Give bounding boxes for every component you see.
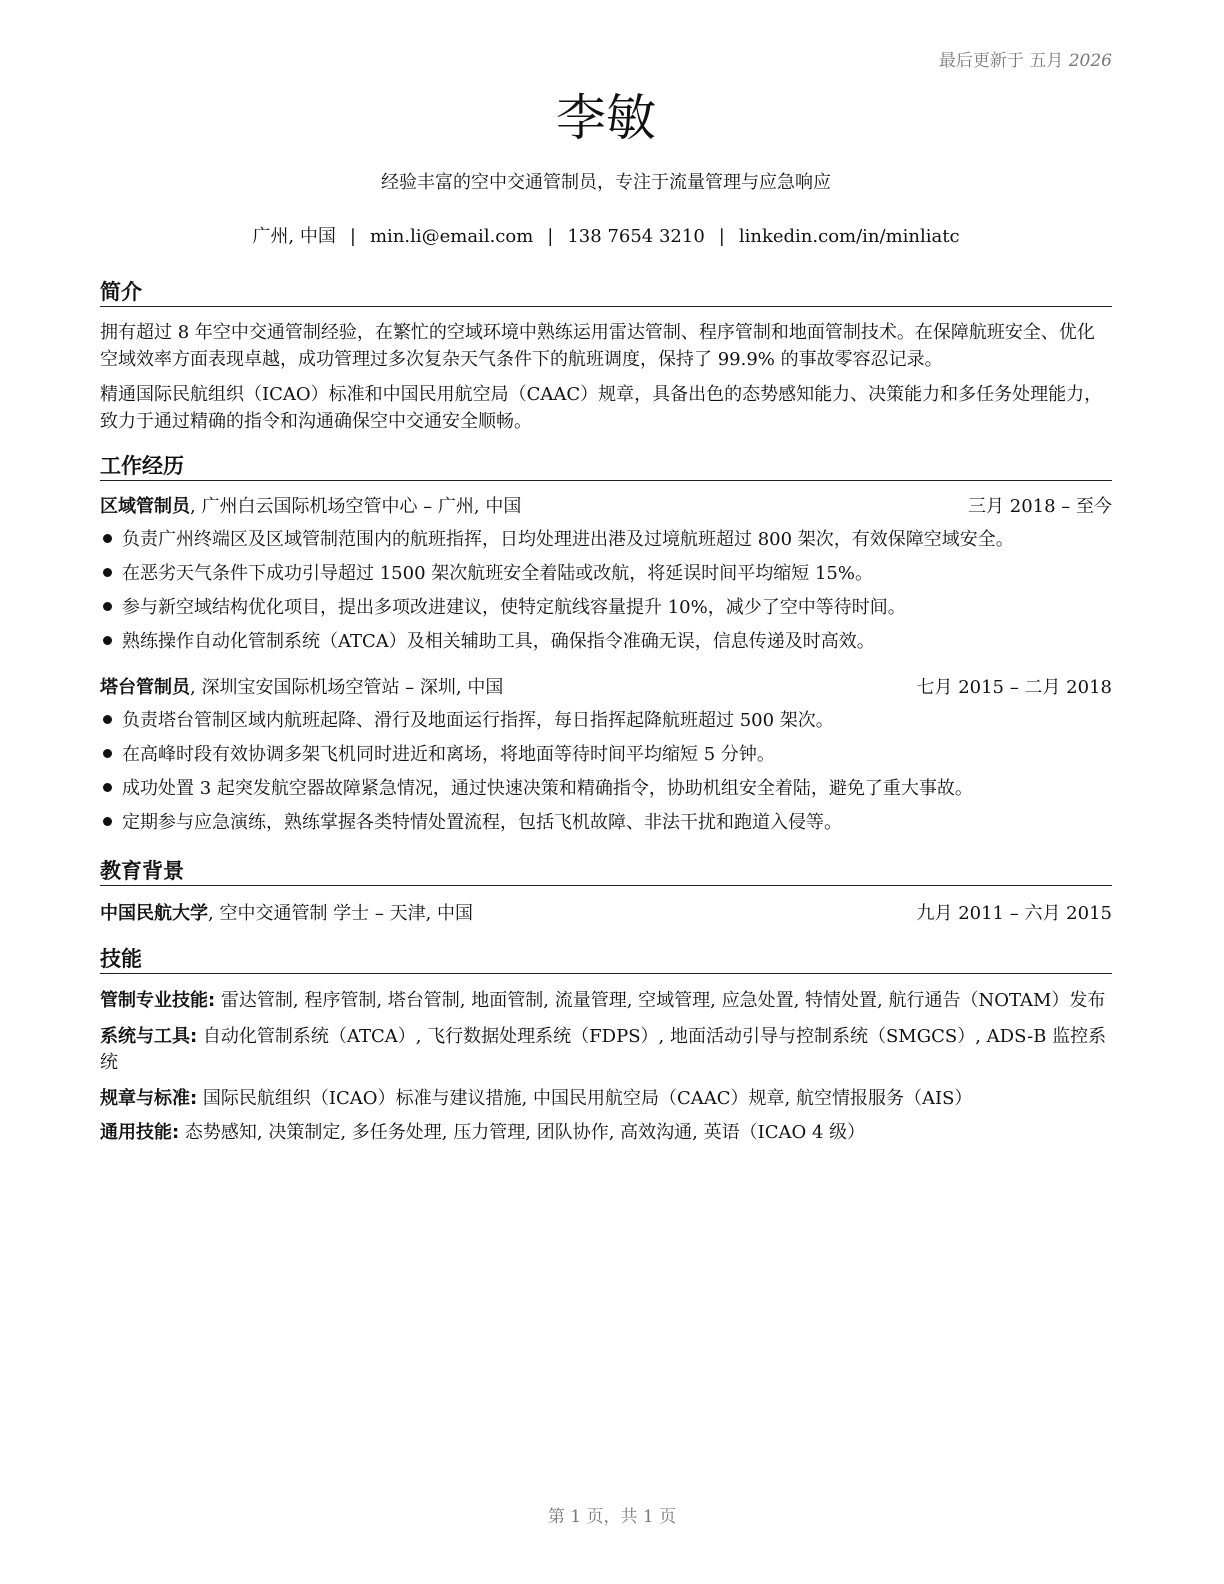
skill-group	[100, 1120, 1112, 1146]
bullet-icon	[103, 568, 112, 577]
summary-section	[100, 278, 1112, 435]
last-updated	[939, 46, 1112, 71]
experience-title: 工作经历	[100, 452, 1112, 481]
education-detail: , 空中交通管制 学士 – 天津, 中国	[208, 903, 474, 924]
contact-linkedin[interactable]: linkedin.com/in/minliatc	[738, 226, 960, 247]
contact-line	[100, 224, 1112, 250]
last-updated-month: 五月	[1029, 51, 1064, 71]
summary-paragraph: 拥有超过 8 年空中交通管制经验，在繁忙的空域环境中熟练运用雷达管制、程序管制和地面管制技术。在保障航班安全、优化空域效率方面表现卓越，成功管理过多次复杂天气条件下的航班调度，保持了 99.9% 的事故零容忍记录。	[100, 322, 1095, 370]
job-entry	[100, 674, 1112, 843]
education-dates: 九月 2011 – 六月 2015	[916, 903, 1112, 924]
job-header	[100, 674, 1112, 701]
contact-phone: 138 7654 3210	[567, 226, 705, 247]
skills-section	[100, 945, 1112, 1146]
bullet-icon	[103, 715, 112, 724]
skill-group	[100, 1024, 1112, 1076]
page-number: 第 1 页，共 1 页	[547, 1507, 677, 1527]
last-updated-prefix: 最后更新于	[938, 51, 1024, 71]
education-entry	[100, 900, 1112, 927]
contact-separator: |	[547, 226, 554, 247]
skill-group-items: 自动化管制系统（ATCA）, 飞行数据处理系统（FDPS）, 地面活动引导与控制系统（SMGCS）, ADS-B 监控系统	[100, 1026, 1107, 1073]
tagline: 经验丰富的空中交通管制员，专注于流量管理与应急响应	[381, 172, 831, 193]
bullet-icon	[103, 817, 112, 826]
list-item: 在恶劣天气条件下成功引导超过 1500 架次航班安全着陆或改航，将延误时间平均缩短 15%。	[100, 560, 1112, 594]
job-role: 区域管制员	[100, 496, 190, 517]
resume-page	[100, 0, 1112, 1584]
education-school: 中国民航大学	[100, 903, 208, 924]
list-item: 负责广州终端区及区域管制范围内的航班指挥，日均处理进出港及过境航班超过 800 架次，有效保障空域安全。	[100, 526, 1112, 560]
list-item: 定期参与应急演练，熟练掌握各类特情处置流程，包括飞机故障、非法干扰和跑道入侵等。	[100, 809, 1112, 843]
job-org: , 广州白云国际机场空管中心 – 广州, 中国	[190, 496, 522, 517]
list-item: 成功处置 3 起突发航空器故障紧急情况，通过快速决策和精确指令，协助机组安全着陆，避免了重大事故。	[100, 775, 1112, 809]
skill-group-items: 态势感知, 决策制定, 多任务处理, 压力管理, 团队协作, 高效沟通, 英语（ICAO 4 级）	[179, 1122, 866, 1143]
skill-group-items: 雷达管制, 程序管制, 塔台管制, 地面管制, 流量管理, 空域管理, 应急处置, 特情处置, 航行通告（NOTAM）发布	[215, 990, 1106, 1011]
experience-section	[100, 452, 1112, 843]
contact-email[interactable]: min.li@email.com	[369, 226, 534, 247]
job-dates: 三月 2018 – 至今	[968, 496, 1112, 517]
contact-separator: |	[718, 226, 725, 247]
skill-group-label: 通用技能:	[100, 1122, 180, 1143]
skill-group-label: 管制专业技能:	[100, 990, 216, 1011]
bullet-icon	[103, 636, 112, 645]
bullet-icon	[103, 534, 112, 543]
skills-title: 技能	[100, 945, 1112, 974]
contact-separator: |	[349, 226, 356, 247]
skill-group	[100, 988, 1112, 1014]
job-entry	[100, 493, 1112, 662]
skill-group-items: 国际民航组织（ICAO）标准与建议措施, 中国民用航空局（CAAC）规章, 航空情报服务（AIS）	[197, 1088, 973, 1109]
skill-group-label: 系统与工具:	[100, 1026, 198, 1047]
education-title: 教育背景	[100, 857, 1112, 886]
bullet-icon	[103, 602, 112, 611]
skill-group	[100, 1086, 1112, 1112]
summary-title: 简介	[100, 278, 1112, 307]
list-item: 熟练操作自动化管制系统（ATCA）及相关辅助工具，确保指令准确无误，信息传递及时高效。	[100, 628, 1112, 662]
bullet-icon	[103, 783, 112, 792]
job-role: 塔台管制员	[100, 677, 190, 698]
summary-paragraph: 精通国际民航组织（ICAO）标准和中国民用航空局（CAAC）规章，具备出色的态势感知能力、决策能力和多任务处理能力，致力于通过精确的指令和沟通确保空中交通安全顺畅。	[100, 384, 1103, 432]
job-bullets	[100, 526, 1112, 662]
skill-group-label: 规章与标准:	[100, 1088, 198, 1109]
job-bullets	[100, 707, 1112, 843]
list-item: 负责塔台管制区域内航班起降、滑行及地面运行指挥，每日指挥起降航班超过 500 架次。	[100, 707, 1112, 741]
job-dates: 七月 2015 – 二月 2018	[916, 677, 1112, 698]
candidate-name: 李敏	[556, 89, 656, 147]
job-header	[100, 493, 1112, 520]
bullet-icon	[103, 749, 112, 758]
job-org: , 深圳宝安国际机场空管站 – 深圳, 中国	[190, 677, 504, 698]
contact-location: 广州, 中国	[252, 226, 336, 247]
education-section	[100, 857, 1112, 927]
last-updated-year: 2026	[1068, 51, 1112, 71]
list-item: 参与新空域结构优化项目，提出多项改进建议，使特定航线容量提升 10%，减少了空中等待时间。	[100, 594, 1112, 628]
list-item: 在高峰时段有效协调多架飞机同时进近和离场，将地面等待时间平均缩短 5 分钟。	[100, 741, 1112, 775]
